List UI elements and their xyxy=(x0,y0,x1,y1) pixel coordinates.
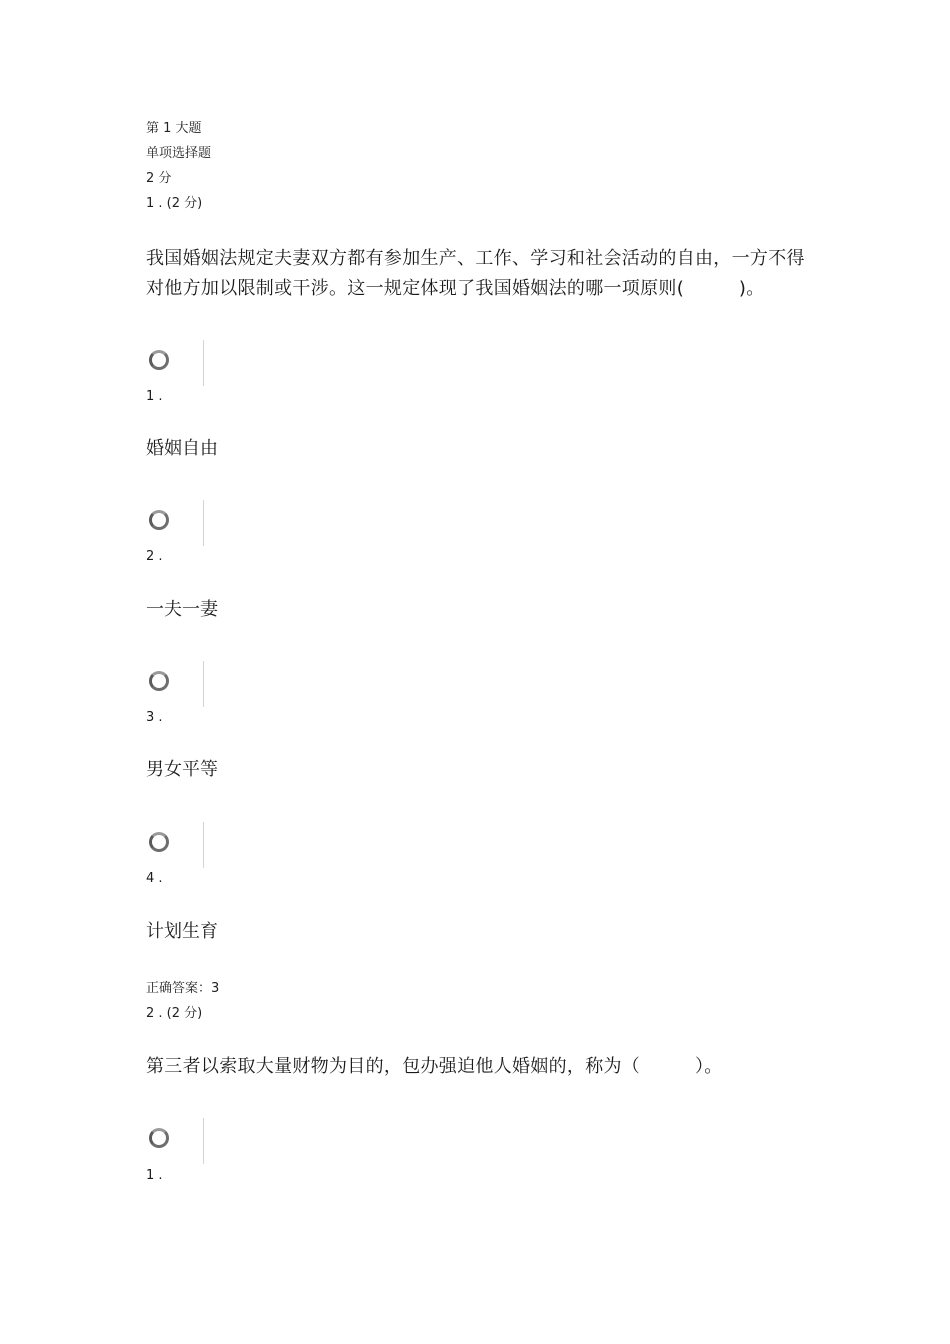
question-text: 我国婚姻法规定夫妻双方都有参加生产、工作、学习和社会活动的自由，一方不得对他方加以限制或干涉。这一规定体现了我国婚姻法的哪一项原则( )。 xyxy=(146,248,805,299)
question-text: 第三者以索取大量财物为目的，包办强迫他人婚姻的，称为（ ）。 xyxy=(146,1056,723,1077)
option-label[interactable]: 婚姻自由 xyxy=(146,438,218,459)
option-number: 4 . xyxy=(146,871,163,886)
divider xyxy=(203,661,204,707)
divider xyxy=(203,340,204,386)
radio-circle-icon[interactable] xyxy=(149,350,169,370)
section-title: 第 1 大题 xyxy=(146,121,202,136)
radio-circle-icon[interactable] xyxy=(149,1128,169,1148)
radio-option-2[interactable] xyxy=(146,500,206,548)
divider xyxy=(203,500,204,546)
option-number: 1 . xyxy=(146,389,163,404)
radio-option-1[interactable] xyxy=(146,340,206,388)
radio-circle-icon[interactable] xyxy=(149,510,169,530)
question-header: 2 . (2 分) xyxy=(146,1006,203,1021)
option-number: 3 . xyxy=(146,710,163,725)
divider xyxy=(203,822,204,868)
option-label[interactable]: 一夫一妻 xyxy=(146,599,218,620)
option-label[interactable]: 计划生育 xyxy=(146,921,218,942)
divider xyxy=(203,1118,204,1164)
section-points: 2 分 xyxy=(146,171,172,186)
option-number: 2 . xyxy=(146,549,163,564)
radio-circle-icon[interactable] xyxy=(149,832,169,852)
radio-option-4[interactable] xyxy=(146,822,206,870)
option-label[interactable]: 男女平等 xyxy=(146,759,218,780)
radio-option-3[interactable] xyxy=(146,661,206,709)
correct-answer: 正确答案：3 xyxy=(146,981,220,996)
section-type: 单项选择题 xyxy=(146,146,212,161)
radio-option-1[interactable] xyxy=(146,1118,206,1166)
question-header: 1 . (2 分) xyxy=(146,196,203,211)
radio-circle-icon[interactable] xyxy=(149,671,169,691)
option-number: 1 . xyxy=(146,1168,163,1183)
